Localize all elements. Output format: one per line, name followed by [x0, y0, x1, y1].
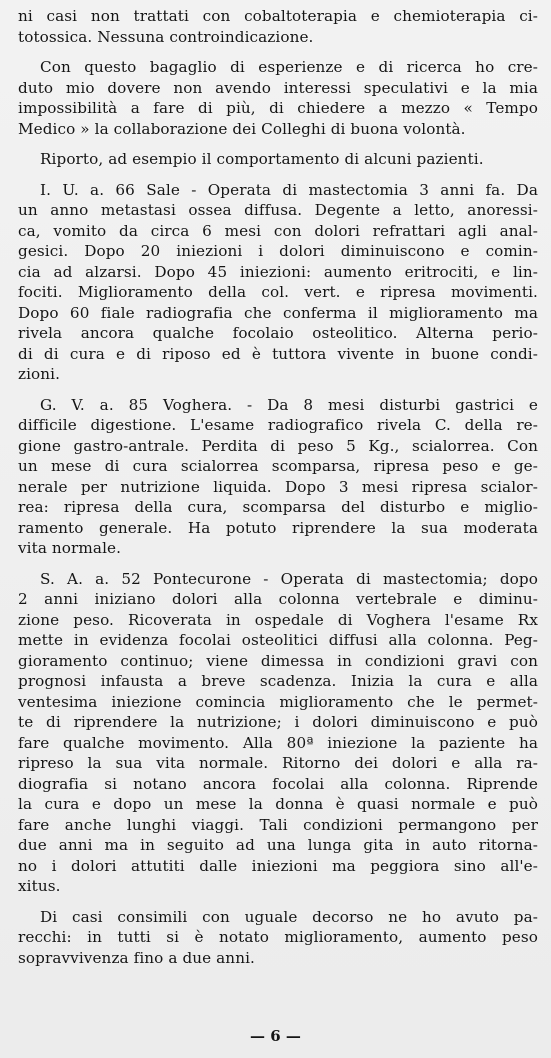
text-line: due anni ma in seguito ad una lunga gita in auto ritorna-: [18, 836, 538, 854]
paragraph-gap: [18, 139, 538, 149]
text-line: ni casi non trattati con cobaltoterapia e chemioterapia ci-: [18, 7, 538, 25]
text-line: gioramento continuo; viene dimessa in condizioni gravi con: [18, 651, 538, 670]
text-line: G. V. a. 85 Voghera. - Da 8 mesi disturbi gastrici e: [40, 395, 538, 414]
text-line: fare anche lunghi viaggi. Tali condizioni permangono per: [18, 815, 538, 834]
text-line: sopravvivenza fino a due anni.: [18, 948, 255, 967]
paragraph-gap: [18, 170, 538, 180]
paragraph-gap: [18, 385, 538, 395]
text-line: un anno metastasi ossea diffusa. Degente a letto, anoressi-: [18, 201, 538, 219]
text-line: totossica. Nessuna controindicazione.: [18, 27, 314, 46]
text-line: fare qualche movimento. Alla 80ª iniezione la paziente ha: [18, 733, 538, 752]
text-line: la cura e dopo un mese la donna è quasi normale e può: [18, 795, 538, 813]
text-line: Dopo 60 fiale radiografia che conferma il miglioramento ma: [18, 303, 538, 322]
text-line: S. A. a. 52 Pontecurone - Operata di mastectomia; dopo: [40, 569, 538, 588]
paragraph-gap: [18, 897, 538, 907]
text-line: zione peso. Ricoverata in ospedale di Voghera l'esame Rx: [18, 610, 538, 629]
text-line: mette in evidenza focolai osteolitici diffusi alla colonna. Peg-: [18, 631, 538, 649]
text-line: ripreso la sua vita normale. Ritorno dei dolori e alla ra-: [18, 754, 538, 772]
text-line: duto mio dovere non avendo interessi speculativi e la mia: [18, 78, 538, 97]
text-line: Riporto, ad esempio il comportamento di alcuni pazienti.: [40, 150, 484, 168]
text-line: no i dolori attutiti dalle iniezioni ma peggiora sino all'e-: [18, 856, 538, 875]
text-line: un mese di cura scialorrea scomparsa, ripresa peso e ge-: [18, 457, 538, 475]
text-line: Di casi consimili con uguale decorso ne ho avuto pa-: [40, 907, 538, 926]
paragraph: [18, 569, 538, 897]
text-line: gione gastro-antrale. Perdita di peso 5 Kg., scialorrea. Con: [18, 436, 538, 455]
text-line: rea: ripresa della cura, scomparsa del disturbo e miglio-: [18, 498, 538, 516]
text-line: vita normale.: [18, 539, 122, 557]
text-line: ramento generale. Ha potuto riprendere la sua moderata: [18, 518, 538, 537]
text-line: nerale per nutrizione liquida. Dopo 3 mesi ripresa scialor-: [18, 477, 538, 496]
text-line: impossibilità a fare di più, di chiedere a mezzo « Tempo: [18, 99, 538, 117]
paragraph: [18, 149, 538, 170]
text-line: ventesima iniezione comincia miglioramento che le permet-: [18, 692, 538, 711]
paragraph-gap: [18, 47, 538, 57]
text-line: I. U. a. 66 Sale - Operata di mastectomia 3 anni fa. Da: [40, 180, 538, 199]
document-body: [18, 6, 538, 968]
text-line: xitus.: [18, 877, 61, 895]
paragraph: [18, 180, 538, 385]
text-line: Con questo bagaglio di esperienze e di ricerca ho cre-: [40, 58, 538, 76]
text-line: di di cura e di riposo ed è tuttora vivente in buone condi-: [18, 344, 538, 363]
text-line: recchi: in tutti si è notato miglioramento, aumento peso: [18, 928, 538, 946]
page-number: — 6 —: [250, 1027, 301, 1045]
text-line: ca, vomito da circa 6 mesi con dolori refrattari agli anal-: [18, 221, 538, 240]
paragraph: [18, 907, 538, 969]
text-line: te di riprendere la nutrizione; i dolori diminuiscono e può: [18, 713, 538, 731]
text-line: difficile digestione. L'esame radiografico rivela C. della re-: [18, 416, 538, 434]
text-line: prognosi infausta a breve scadenza. Inizia la cura e alla: [18, 672, 538, 690]
text-line: Medico » la collaborazione dei Colleghi di buona volontà.: [18, 119, 466, 138]
paragraph-gap: [18, 559, 538, 569]
text-line: 2 anni iniziano dolori alla colonna vertebrale e diminu-: [18, 590, 538, 608]
text-line: fociti. Miglioramento della col. vert. e ripresa movimenti.: [18, 283, 538, 301]
text-line: rivela ancora qualche focolaio osteolitico. Alterna perio-: [18, 324, 538, 342]
paragraph: [18, 395, 538, 559]
text-line: cia ad alzarsi. Dopo 45 iniezioni: aumento eritrociti, e lin-: [18, 262, 538, 281]
text-line: gesici. Dopo 20 iniezioni i dolori diminuiscono e comin-: [18, 242, 538, 260]
paragraph: [18, 6, 538, 47]
text-line: diografia si notano ancora focolai alla colonna. Riprende: [18, 774, 538, 793]
paragraph: [18, 57, 538, 139]
text-line: zioni.: [18, 365, 61, 383]
